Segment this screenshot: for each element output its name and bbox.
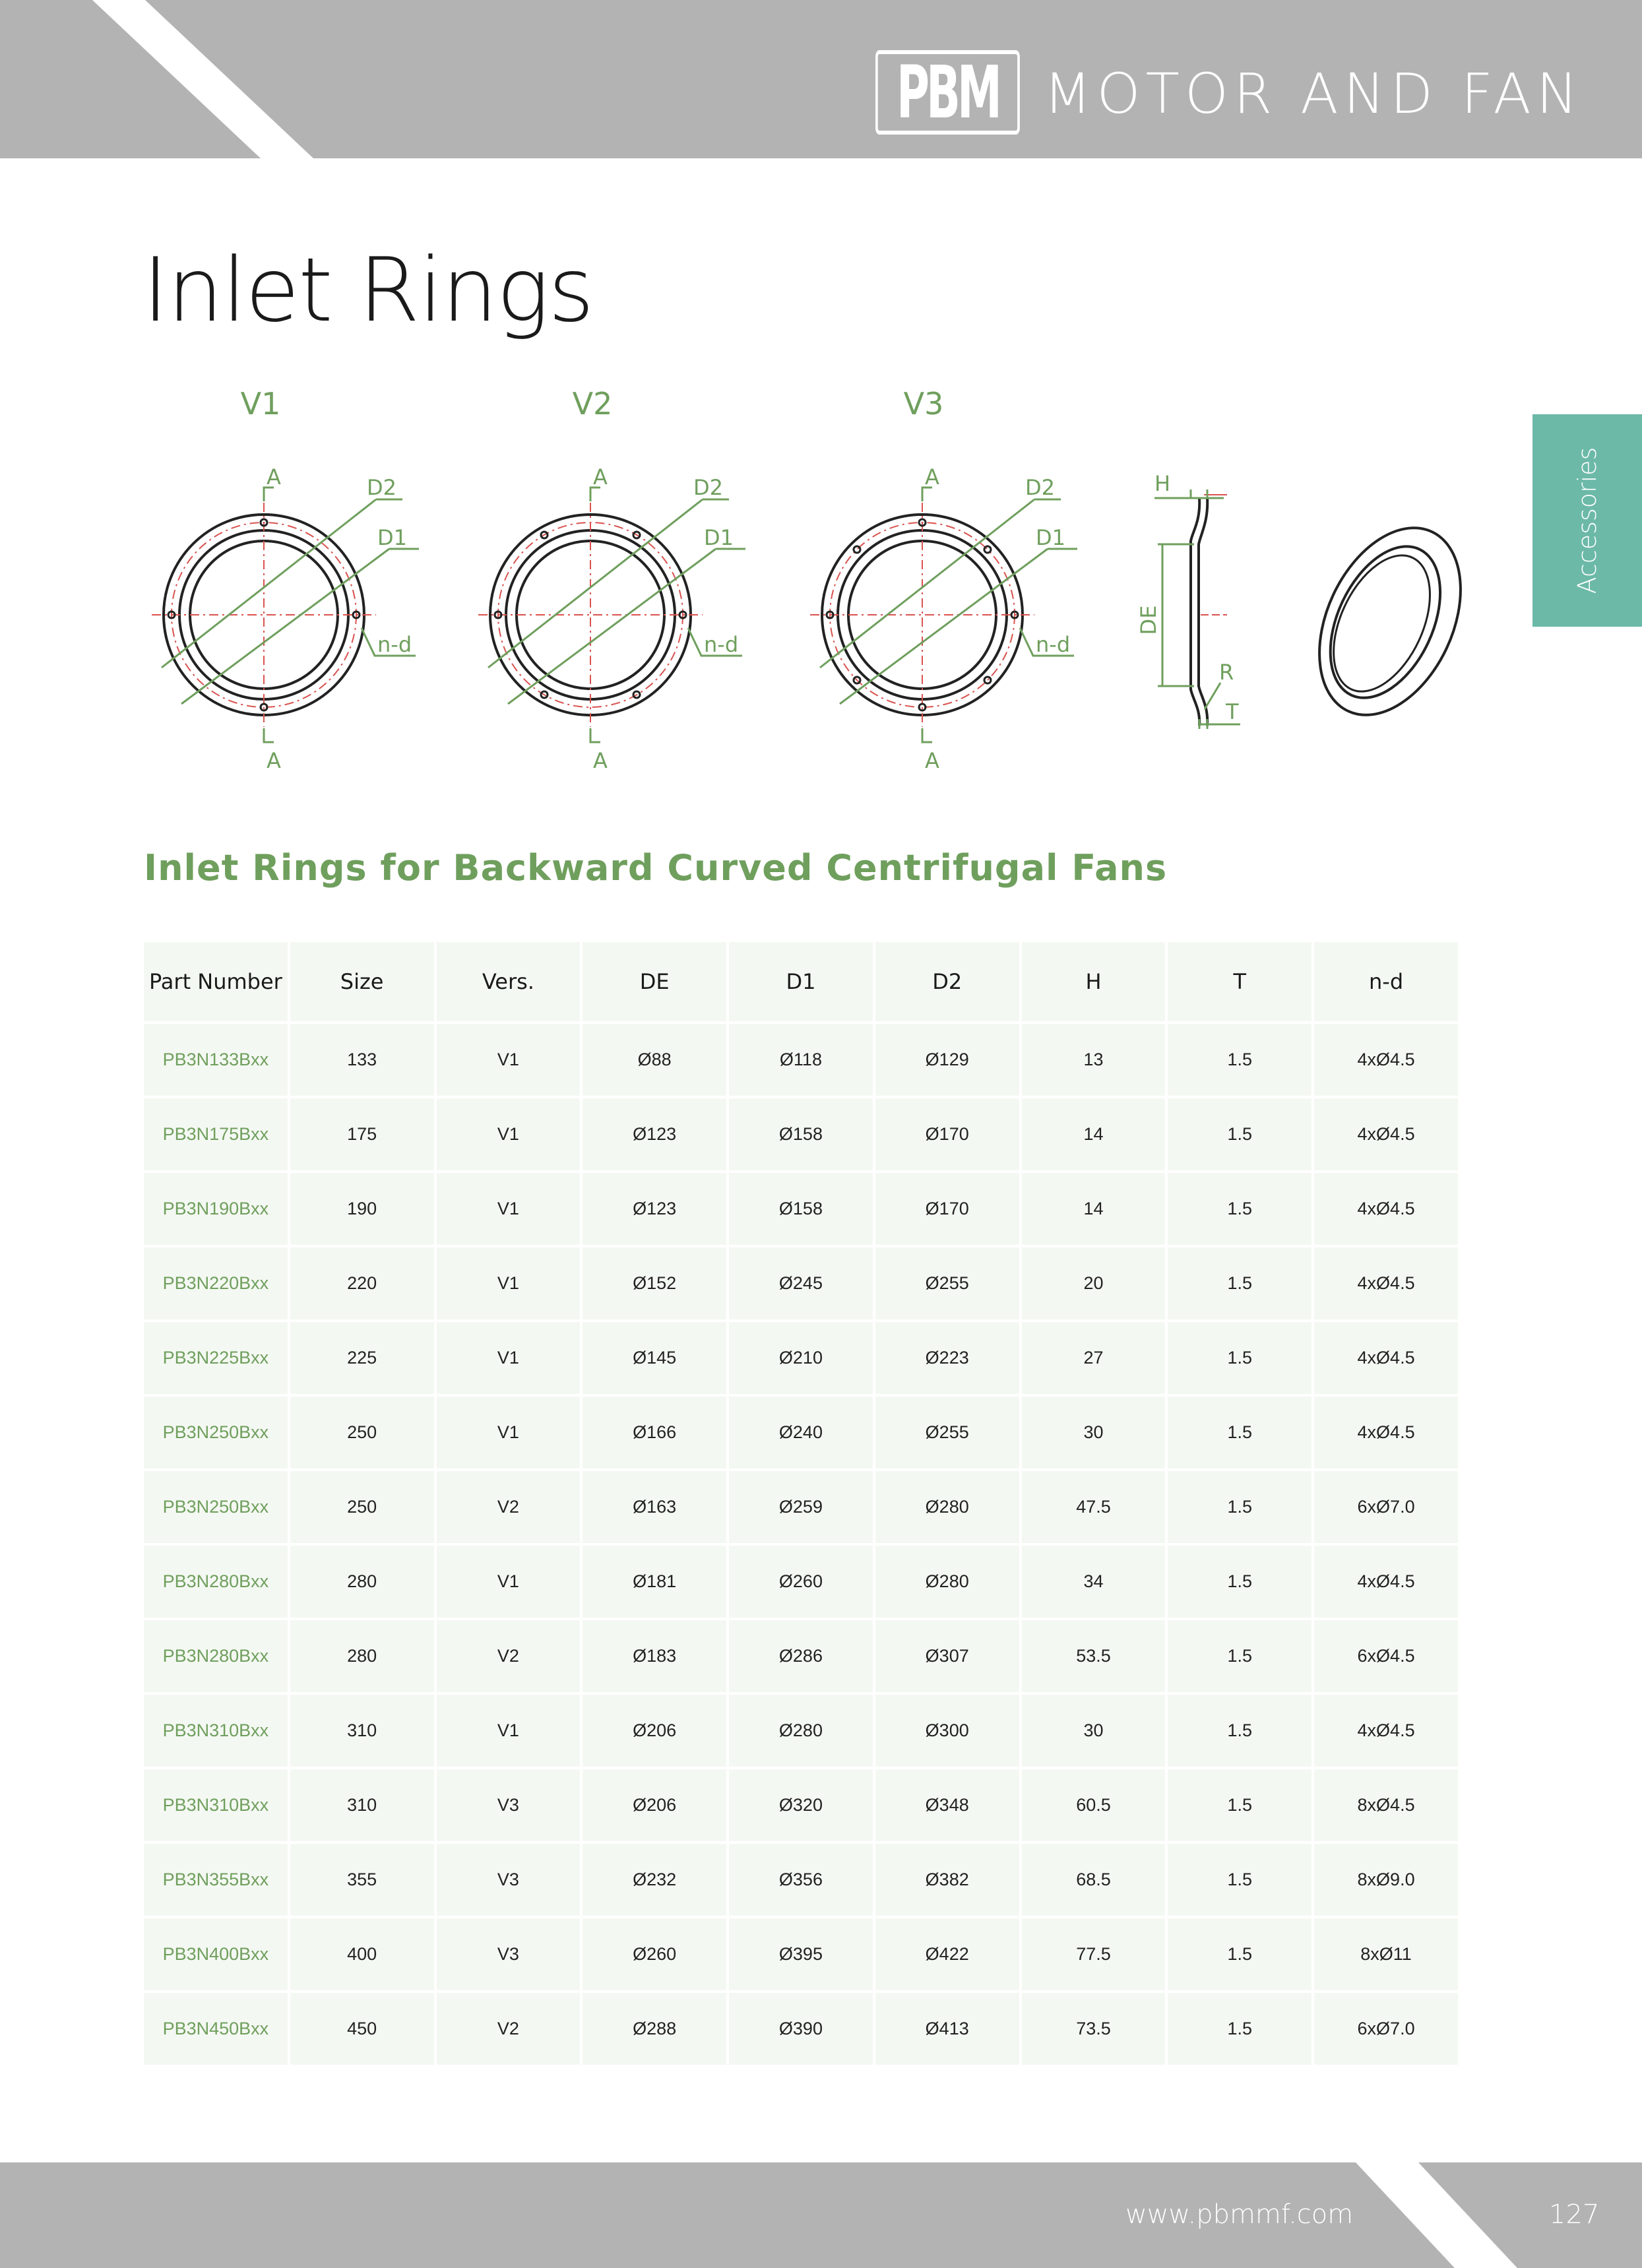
spec-table [141, 939, 1461, 2067]
svg-text:A: A [925, 464, 939, 489]
cell-h: 34 [1022, 1546, 1166, 1618]
col-header-size: Size [290, 942, 434, 1021]
cell-d2: Ø300 [875, 1695, 1019, 1767]
cell-d2: Ø307 [875, 1620, 1019, 1692]
table-row [144, 1546, 1458, 1618]
cell-t: 1.5 [1168, 1024, 1311, 1096]
cell-de: Ø145 [583, 1322, 726, 1394]
cell-d1: Ø395 [729, 1918, 873, 1990]
cell-de: Ø183 [583, 1620, 726, 1692]
section-title: Inlet Rings for Backward Curved Centrifugal Fans [144, 847, 1168, 889]
cell-d2: Ø170 [875, 1173, 1019, 1245]
cell-h: 53.5 [1022, 1620, 1166, 1692]
cell-part-number: PB3N400Bxx [144, 1918, 288, 1990]
cell-n-d: 4xØ4.5 [1314, 1024, 1458, 1096]
spec-table-body [144, 1024, 1458, 2065]
page-number: 127 [1549, 2199, 1600, 2230]
svg-text:n-d: n-d [1036, 632, 1071, 657]
cell-d1: Ø245 [729, 1247, 873, 1319]
cell-h: 14 [1022, 1098, 1166, 1170]
cell-version: V3 [437, 1918, 581, 1990]
cell-de: Ø232 [583, 1844, 726, 1916]
cell-version: V3 [437, 1769, 581, 1841]
cell-n-d: 8xØ9.0 [1314, 1844, 1458, 1916]
cell-t: 1.5 [1168, 1695, 1311, 1767]
cell-d1: Ø118 [729, 1024, 873, 1096]
cell-de: Ø123 [583, 1173, 726, 1245]
cell-part-number: PB3N280Bxx [144, 1546, 288, 1618]
page-footer [0, 2162, 1642, 2268]
cell-t: 1.5 [1168, 1397, 1311, 1468]
cell-d2: Ø223 [875, 1322, 1019, 1394]
cell-de: Ø206 [583, 1769, 726, 1841]
cell-h: 30 [1022, 1695, 1166, 1767]
cell-part-number: PB3N250Bxx [144, 1397, 288, 1468]
table-row [144, 1993, 1458, 2065]
website-link[interactable]: www.pbmmf.com [1125, 2199, 1354, 2230]
col-header-part-number: Part Number [144, 942, 288, 1021]
table-row [144, 1695, 1458, 1767]
cell-t: 1.5 [1168, 1322, 1311, 1394]
cell-d2: Ø129 [875, 1024, 1019, 1096]
footer-stripe-graphic [0, 2162, 1642, 2268]
svg-text:D1: D1 [377, 525, 407, 550]
cell-de: Ø166 [583, 1397, 726, 1468]
table-row [144, 1397, 1458, 1468]
cell-n-d: 4xØ4.5 [1314, 1173, 1458, 1245]
page-title: Inlet Rings [142, 239, 593, 342]
svg-text:H: H [1154, 471, 1171, 496]
cell-de: Ø152 [583, 1247, 726, 1319]
cell-t: 1.5 [1168, 1918, 1311, 1990]
cell-t: 1.5 [1168, 1546, 1311, 1618]
cell-h: 14 [1022, 1173, 1166, 1245]
cell-h: 47.5 [1022, 1471, 1166, 1543]
svg-text:D2: D2 [693, 475, 723, 500]
col-header-d2: D2 [875, 942, 1019, 1021]
cell-de: Ø181 [583, 1546, 726, 1618]
cell-part-number: PB3N225Bxx [144, 1322, 288, 1394]
cell-size: 250 [290, 1397, 434, 1468]
cell-part-number: PB3N133Bxx [144, 1024, 288, 1096]
table-row [144, 1322, 1458, 1394]
cell-d1: Ø390 [729, 1993, 873, 2065]
table-row [144, 1247, 1458, 1319]
cell-de: Ø206 [583, 1695, 726, 1767]
cell-version: V2 [437, 1993, 581, 2065]
cell-version: V1 [437, 1397, 581, 1468]
cell-de: Ø163 [583, 1471, 726, 1543]
page-header [0, 0, 1642, 158]
cell-d1: Ø320 [729, 1769, 873, 1841]
cell-n-d: 4xØ4.5 [1314, 1546, 1458, 1618]
cell-d1: Ø280 [729, 1695, 873, 1767]
cell-d1: Ø356 [729, 1844, 873, 1916]
svg-text:A: A [593, 464, 608, 489]
cell-n-d: 8xØ4.5 [1314, 1769, 1458, 1841]
cell-size: 190 [290, 1173, 434, 1245]
cell-version: V1 [437, 1098, 581, 1170]
svg-text:D1: D1 [1036, 525, 1065, 550]
cell-version: V1 [437, 1173, 581, 1245]
cell-d2: Ø348 [875, 1769, 1019, 1841]
cell-h: 68.5 [1022, 1844, 1166, 1916]
cell-size: 175 [290, 1098, 434, 1170]
svg-text:D1: D1 [704, 525, 734, 550]
ring-drawing-v1 [152, 464, 419, 773]
cell-part-number: PB3N450Bxx [144, 1993, 288, 2065]
side-tab-accessories[interactable] [1532, 414, 1642, 627]
cell-n-d: 4xØ4.5 [1314, 1322, 1458, 1394]
cell-t: 1.5 [1168, 1769, 1311, 1841]
svg-text:A: A [267, 464, 281, 489]
svg-text:A: A [593, 748, 608, 773]
cell-h: 60.5 [1022, 1769, 1166, 1841]
table-row [144, 1471, 1458, 1543]
cell-t: 1.5 [1168, 1620, 1311, 1692]
cell-version: V1 [437, 1695, 581, 1767]
cell-h: 27 [1022, 1322, 1166, 1394]
cell-de: Ø88 [583, 1024, 726, 1096]
cell-h: 77.5 [1022, 1918, 1166, 1990]
cell-d2: Ø170 [875, 1098, 1019, 1170]
cell-size: 225 [290, 1322, 434, 1394]
col-header-h: H [1022, 942, 1166, 1021]
svg-text:R: R [1219, 660, 1234, 685]
cell-size: 250 [290, 1471, 434, 1543]
ring-drawing-v3 [810, 464, 1077, 773]
cell-size: 280 [290, 1546, 434, 1618]
cell-d2: Ø422 [875, 1918, 1019, 1990]
cell-n-d: 4xØ4.5 [1314, 1098, 1458, 1170]
table-row [144, 1173, 1458, 1245]
cell-part-number: PB3N220Bxx [144, 1247, 288, 1319]
cell-n-d: 8xØ11 [1314, 1918, 1458, 1990]
cell-d2: Ø255 [875, 1397, 1019, 1468]
cell-t: 1.5 [1168, 1098, 1311, 1170]
svg-text:D2: D2 [1025, 475, 1055, 500]
cell-size: 220 [290, 1247, 434, 1319]
cell-version: V2 [437, 1620, 581, 1692]
cell-d1: Ø158 [729, 1098, 873, 1170]
table-header-row [144, 942, 1458, 1021]
brand-name: MOTOR AND FAN [1044, 61, 1583, 126]
cell-t: 1.5 [1168, 1471, 1311, 1543]
cell-h: 20 [1022, 1247, 1166, 1319]
cell-version: V1 [437, 1546, 581, 1618]
cell-part-number: PB3N250Bxx [144, 1471, 288, 1543]
cell-de: Ø260 [583, 1918, 726, 1990]
svg-text:D2: D2 [367, 475, 396, 500]
table-row [144, 1620, 1458, 1692]
cell-version: V2 [437, 1471, 581, 1543]
cell-h: 13 [1022, 1024, 1166, 1096]
cell-part-number: PB3N355Bxx [144, 1844, 288, 1916]
cell-size: 280 [290, 1620, 434, 1692]
col-header-n-d: n-d [1314, 942, 1458, 1021]
col-header-version: Vers. [437, 942, 581, 1021]
svg-text:A: A [925, 748, 939, 773]
ring-side-profile [1136, 471, 1240, 729]
cell-size: 355 [290, 1844, 434, 1916]
cell-d2: Ø280 [875, 1471, 1019, 1543]
cell-de: Ø288 [583, 1993, 726, 2065]
table-row [144, 1918, 1458, 1990]
cell-n-d: 6xØ7.0 [1314, 1471, 1458, 1543]
cell-n-d: 4xØ4.5 [1314, 1247, 1458, 1319]
variant-label-v1: V1 [240, 386, 281, 422]
cell-t: 1.5 [1168, 1993, 1311, 2065]
cell-d1: Ø259 [729, 1471, 873, 1543]
cell-d1: Ø210 [729, 1322, 873, 1394]
cell-d2: Ø413 [875, 1993, 1019, 2065]
variant-label-v3: V3 [903, 386, 944, 422]
cell-d2: Ø280 [875, 1546, 1019, 1618]
cell-d2: Ø382 [875, 1844, 1019, 1916]
table-row [144, 1098, 1458, 1170]
cell-d1: Ø260 [729, 1546, 873, 1618]
cell-part-number: PB3N190Bxx [144, 1173, 288, 1245]
cell-d2: Ø255 [875, 1247, 1019, 1319]
cell-size: 400 [290, 1918, 434, 1990]
cell-size: 450 [290, 1993, 434, 2065]
cell-n-d: 6xØ4.5 [1314, 1620, 1458, 1692]
cell-version: V1 [437, 1322, 581, 1394]
col-header-de: DE [583, 942, 726, 1021]
ring-perspective-view [1292, 505, 1489, 738]
svg-text:T: T [1226, 699, 1239, 724]
table-row [144, 1769, 1458, 1841]
cell-t: 1.5 [1168, 1844, 1311, 1916]
table-row [144, 1844, 1458, 1916]
cell-part-number: PB3N310Bxx [144, 1769, 288, 1841]
col-header-d1: D1 [729, 942, 873, 1021]
cell-d1: Ø158 [729, 1173, 873, 1245]
cell-version: V1 [437, 1024, 581, 1096]
cell-size: 133 [290, 1024, 434, 1096]
cell-h: 73.5 [1022, 1993, 1166, 2065]
pbm-logo: PBM [875, 50, 1020, 135]
technical-drawings [0, 383, 1517, 792]
cell-part-number: PB3N175Bxx [144, 1098, 288, 1170]
cell-d1: Ø286 [729, 1620, 873, 1692]
cell-n-d: 4xØ4.5 [1314, 1695, 1458, 1767]
cell-n-d: 4xØ4.5 [1314, 1397, 1458, 1468]
col-header-t: T [1168, 942, 1311, 1021]
cell-d1: Ø240 [729, 1397, 873, 1468]
cell-version: V1 [437, 1247, 581, 1319]
cell-version: V3 [437, 1844, 581, 1916]
cell-size: 310 [290, 1695, 434, 1767]
cell-n-d: 6xØ7.0 [1314, 1993, 1458, 2065]
variant-label-v2: V2 [572, 386, 613, 422]
svg-text:DE: DE [1136, 605, 1161, 635]
cell-t: 1.5 [1168, 1173, 1311, 1245]
cell-t: 1.5 [1168, 1247, 1311, 1319]
table-row [144, 1024, 1458, 1096]
side-tab-label: Accessories [1573, 447, 1602, 594]
svg-text:A: A [267, 748, 281, 773]
cell-part-number: PB3N310Bxx [144, 1695, 288, 1767]
ring-drawing-v2 [478, 464, 745, 773]
svg-text:n-d: n-d [704, 632, 739, 657]
cell-de: Ø123 [583, 1098, 726, 1170]
cell-size: 310 [290, 1769, 434, 1841]
cell-h: 30 [1022, 1397, 1166, 1468]
svg-text:n-d: n-d [377, 632, 412, 657]
cell-part-number: PB3N280Bxx [144, 1620, 288, 1692]
